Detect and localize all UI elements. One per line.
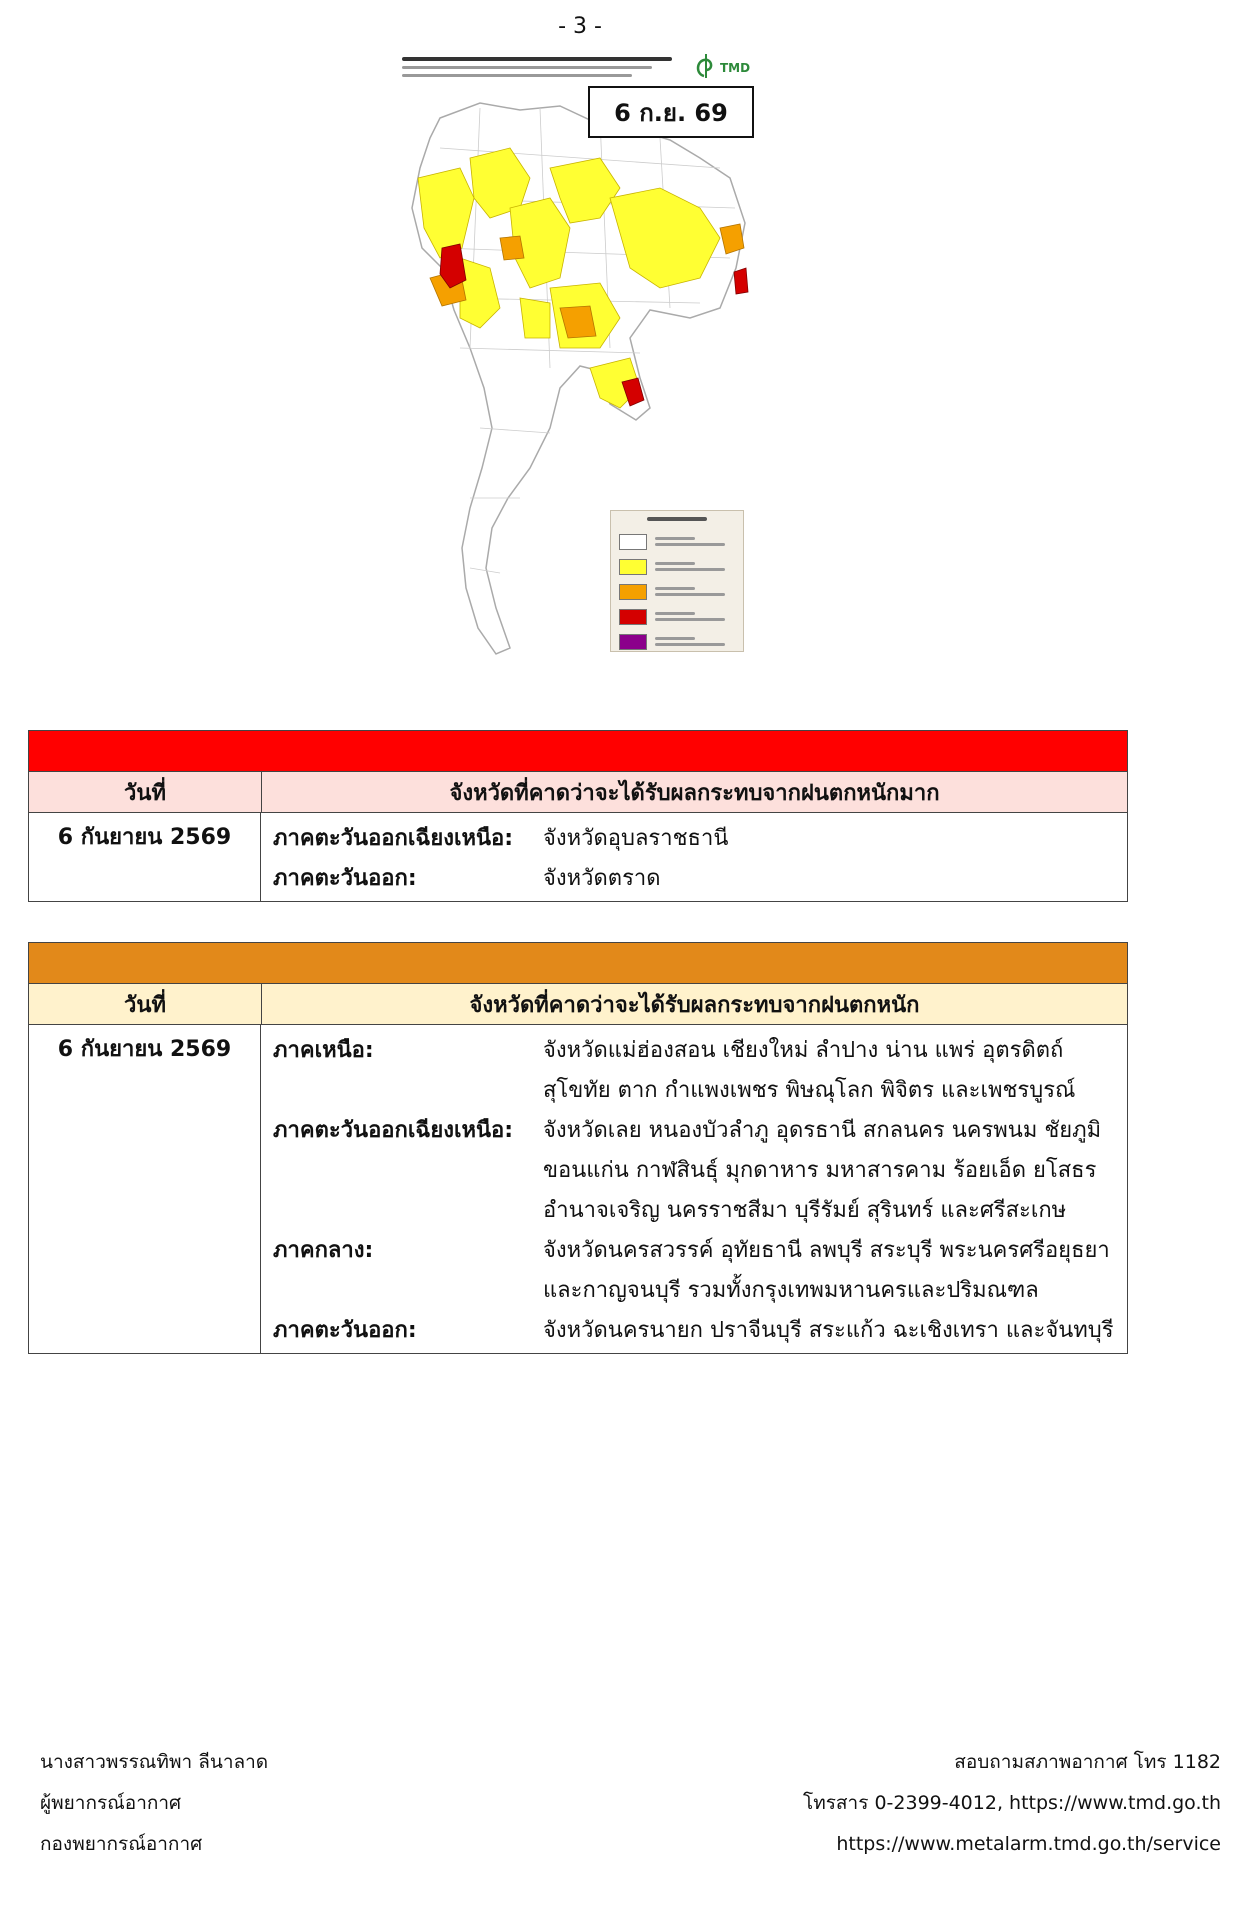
contact-service-link[interactable]: https://www.metalarm.tmd.go.th/service — [836, 1833, 1221, 1855]
header-provinces: จังหวัดที่คาดว่าจะได้รับผลกระทบจากฝนตกหนักมาก — [449, 780, 940, 806]
legend-row — [619, 554, 735, 579]
legend-row — [619, 529, 735, 554]
province-line: จังหวัดนครนายก ปราจีนบุรี สระแก้ว ฉะเชิงเทรา และจันทบุรี — [543, 1318, 1114, 1343]
table-row — [29, 1025, 1127, 1353]
severity-bar-orange — [29, 943, 1127, 984]
forecaster-name: นางสาวพรรณทิพา ลีนาลาด — [40, 1751, 269, 1773]
forecaster-role: ผู้พยากรณ์อากาศ — [40, 1792, 182, 1814]
table-header — [29, 984, 1127, 1025]
legend-row — [619, 579, 735, 604]
footer-contact — [803, 1742, 1221, 1865]
province-line: สุโขทัย ตาก กำแพงเพชร พิษณุโลก พิจิตร และเพชรบูรณ์ — [543, 1078, 1076, 1103]
province-line: จังหวัดแม่ฮ่องสอน เชียงใหม่ ลำปาง น่าน แพร่ อุตรดิตถ์ — [543, 1038, 1064, 1063]
region-name: ภาคตะวันออกเฉียงเหนือ: — [273, 1118, 514, 1143]
province-line: จังหวัดนครสวรรค์ อุทัยธานี ลพบุรี สระบุรี พระนครศรีอยุธยา — [543, 1238, 1110, 1263]
region-name: ภาคตะวันออก: — [273, 866, 417, 891]
forecaster-division: กองพยากรณ์อากาศ — [40, 1833, 203, 1855]
region-northeast — [273, 819, 1127, 859]
page-number: - 3 - — [558, 14, 602, 39]
province-line: ขอนแก่น กาฬสินธุ์ มุกดาหาร มหาสารคาม ร้อยเอ็ด ยโสธร — [543, 1158, 1097, 1183]
header-provinces: จังหวัดที่คาดว่าจะได้รับผลกระทบจากฝนตกหนัก — [469, 992, 920, 1018]
region-central — [273, 1231, 1127, 1311]
region-name: ภาคเหนือ: — [273, 1038, 374, 1063]
region-north — [273, 1031, 1127, 1111]
region-name: ภาคตะวันออก: — [273, 1318, 417, 1343]
table-row — [29, 813, 1127, 901]
heavy-rain-table — [28, 942, 1128, 1354]
legend-row — [619, 629, 735, 654]
region-northeast — [273, 1111, 1127, 1231]
map-date-label: 6 ก.ย. 69 — [588, 86, 754, 138]
region-name: ภาคตะวันออกเฉียงเหนือ: — [273, 826, 514, 851]
map-legend — [610, 510, 744, 652]
logo-text: TMD — [720, 61, 750, 75]
legend-row — [619, 604, 735, 629]
province-line: และกาญจนบุรี รวมทั้งกรุงเทพมหานครและปริมณฑล — [543, 1278, 1039, 1303]
province-line: จังหวัดตราด — [543, 866, 661, 891]
region-east — [273, 859, 1127, 899]
contact-phone: สอบถามสภาพอากาศ โทร 1182 — [954, 1751, 1221, 1773]
contact-fax-website[interactable]: โทรสาร 0-2399-4012, https://www.tmd.go.th — [803, 1792, 1221, 1814]
footer-forecaster — [40, 1742, 268, 1865]
row-date: 6 กันยายน 2569 — [29, 1025, 261, 1353]
region-name: ภาคกลาง: — [273, 1238, 374, 1263]
header-date: วันที่ — [29, 984, 262, 1024]
severity-bar-red — [29, 731, 1127, 772]
header-date: วันที่ — [29, 772, 262, 812]
table-header — [29, 772, 1127, 813]
province-line: จังหวัดอุบลราชธานี — [543, 826, 729, 851]
province-line: อำนาจเจริญ นครราชสีมา บุรีรัมย์ สุรินทร์ และศรีสะเกษ — [543, 1198, 1067, 1223]
row-date: 6 กันยายน 2569 — [29, 813, 261, 901]
very-heavy-rain-table — [28, 730, 1128, 902]
region-east — [273, 1311, 1127, 1351]
province-line: จังหวัดเลย หนองบัวลำภู อุดรธานี สกลนคร นครพนม ชัยภูมิ — [543, 1118, 1102, 1143]
